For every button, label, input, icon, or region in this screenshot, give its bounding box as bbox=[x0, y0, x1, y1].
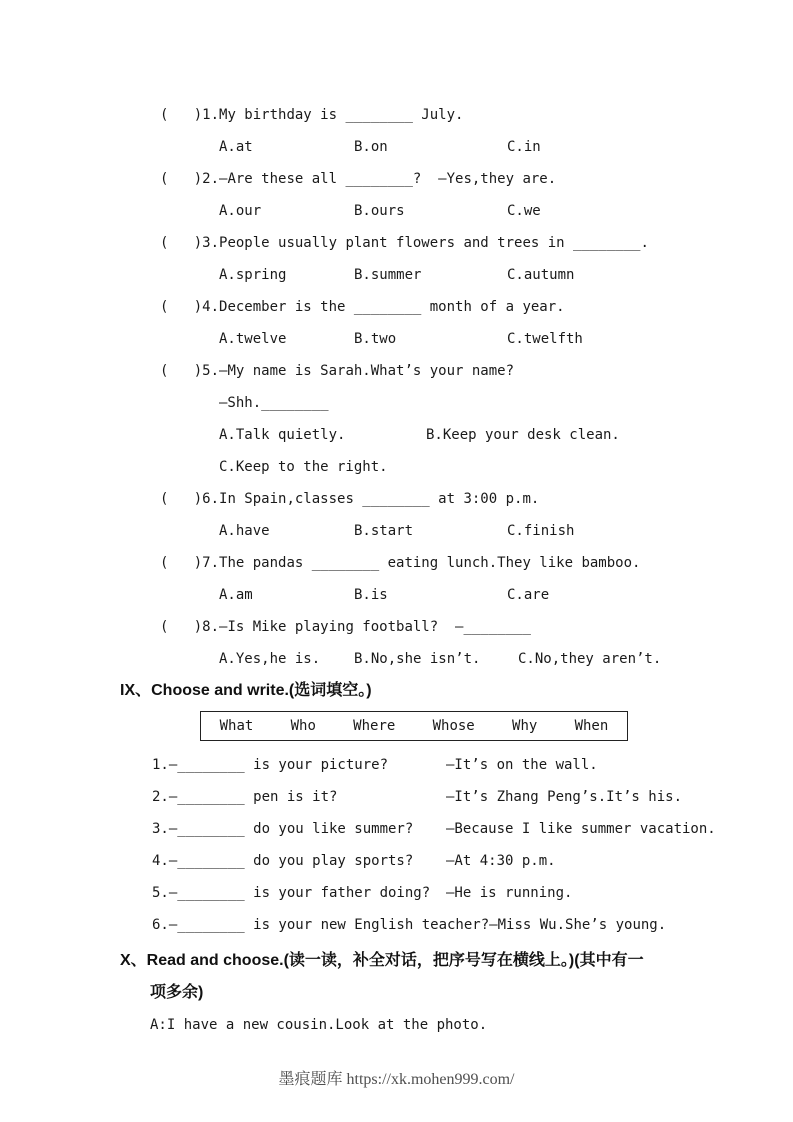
option-c: C.Keep to the right. bbox=[219, 459, 388, 475]
option-b: B.start bbox=[354, 523, 414, 539]
option-c: C.we bbox=[507, 203, 541, 219]
option-a: A.have bbox=[219, 523, 270, 539]
option-a: A.spring bbox=[219, 267, 287, 283]
fill-in-item-6 bbox=[152, 909, 793, 941]
mc-question-2-options-row bbox=[160, 195, 793, 227]
mc-question-8-stem-row bbox=[160, 611, 793, 643]
fill-in-answer: —Miss Wu.She’s young. bbox=[489, 917, 667, 933]
word-bank-item: Where bbox=[353, 718, 396, 734]
mc-question-1-stem-row bbox=[160, 99, 793, 131]
option-b: B.is bbox=[354, 587, 388, 603]
fill-in-item-2 bbox=[152, 781, 793, 813]
word-bank-item: What bbox=[219, 718, 254, 734]
answer-bracket: ( )7. bbox=[160, 555, 220, 571]
mc-question-5-stem-row bbox=[160, 355, 793, 387]
section-x-heading-line-2 bbox=[150, 977, 793, 1009]
option-a: A.at bbox=[219, 139, 253, 155]
mc-question-6-options-row bbox=[160, 515, 793, 547]
fill-in-question: 3.—________ do you like summer? bbox=[152, 821, 414, 837]
option-a: A.our bbox=[219, 203, 262, 219]
fill-in-answer: —Because I like summer vacation. bbox=[446, 821, 716, 837]
section-x-heading-text: X、Read and choose.(读一读，补全对话，把序号写在横线上。)(其中有一 bbox=[120, 952, 644, 969]
option-a: A.Yes,he is. bbox=[219, 651, 321, 667]
fill-in-item-5 bbox=[152, 877, 793, 909]
option-c: C.twelfth bbox=[507, 331, 583, 347]
mc-question-5-options-row-2 bbox=[160, 451, 793, 483]
dialog-text: A:I have a new cousin.Look at the photo. bbox=[150, 1017, 488, 1033]
mc-question-5-options-row-1 bbox=[160, 419, 793, 451]
mc-question-7-options-row bbox=[160, 579, 793, 611]
fill-in-answer: —It’s on the wall. bbox=[446, 757, 598, 773]
answer-bracket: ( )1. bbox=[160, 107, 220, 123]
fill-in-answer: —He is running. bbox=[446, 885, 573, 901]
fill-in-item-3 bbox=[152, 813, 793, 845]
fill-in-item-4 bbox=[152, 845, 793, 877]
option-a: A.am bbox=[219, 587, 253, 603]
word-bank-box bbox=[200, 711, 628, 741]
mc-question-4-stem-row bbox=[160, 291, 793, 323]
word-bank-item: Why bbox=[512, 718, 538, 734]
fill-in-item-1 bbox=[152, 749, 793, 781]
fill-in-question: 2.—________ pen is it? bbox=[152, 789, 338, 805]
question-stem: —Are these all ________? —Yes,they are. bbox=[219, 171, 557, 187]
word-bank-item: Who bbox=[290, 718, 316, 734]
mc-question-7-stem-row bbox=[160, 547, 793, 579]
answer-bracket: ( )6. bbox=[160, 491, 220, 507]
mc-question-6-stem-row bbox=[160, 483, 793, 515]
word-bank-item: When bbox=[574, 718, 609, 734]
answer-bracket: ( )2. bbox=[160, 171, 220, 187]
question-stem: —My name is Sarah.What’s your name? bbox=[219, 363, 515, 379]
section-x-heading-line-1 bbox=[120, 945, 793, 977]
fill-in-section bbox=[152, 749, 793, 941]
question-stem: —Is Mike playing football? —________ bbox=[219, 619, 531, 635]
option-c: C.finish bbox=[507, 523, 575, 539]
word-bank-item: Whose bbox=[432, 718, 475, 734]
option-b: B.on bbox=[354, 139, 388, 155]
mc-question-1-options-row bbox=[160, 131, 793, 163]
answer-bracket: ( )4. bbox=[160, 299, 220, 315]
mc-question-5-stem-row-2 bbox=[160, 387, 793, 419]
multiple-choice-section bbox=[160, 0, 793, 675]
fill-in-question: 5.—________ is your father doing? bbox=[152, 885, 431, 901]
answer-bracket: ( )8. bbox=[160, 619, 220, 635]
question-stem: My birthday is ________ July. bbox=[219, 107, 464, 123]
option-b: B.two bbox=[354, 331, 397, 347]
fill-in-answer: —At 4:30 p.m. bbox=[446, 853, 556, 869]
question-stem: In Spain,classes ________ at 3:00 p.m. bbox=[219, 491, 540, 507]
fill-in-question: 1.—________ is your picture? bbox=[152, 757, 389, 773]
question-stem: People usually plant flowers and trees in ________. bbox=[219, 235, 649, 251]
section-x-heading-text: 项多余) bbox=[150, 984, 204, 1001]
section-ix-heading-text: IX、Choose and write.(选词填空。) bbox=[120, 682, 372, 699]
mc-question-2-stem-row bbox=[160, 163, 793, 195]
option-b: B.ours bbox=[354, 203, 405, 219]
question-stem: The pandas ________ eating lunch.They like bamboo. bbox=[219, 555, 641, 571]
mc-question-8-options-row bbox=[160, 643, 793, 675]
option-c: C.are bbox=[507, 587, 550, 603]
option-b: B.No,she isn’t. bbox=[354, 651, 481, 667]
fill-in-answer: —It’s Zhang Peng’s.It’s his. bbox=[446, 789, 683, 805]
option-c: C.No,they aren’t. bbox=[518, 651, 662, 667]
question-stem: December is the ________ month of a year. bbox=[219, 299, 565, 315]
fill-in-question: 6.—________ is your new English teacher? bbox=[152, 917, 490, 933]
section-ix-heading bbox=[120, 675, 793, 707]
mc-question-4-options-row bbox=[160, 323, 793, 355]
option-a: A.Talk quietly. bbox=[219, 427, 346, 443]
option-c: C.autumn bbox=[507, 267, 575, 283]
option-b: B.summer bbox=[354, 267, 422, 283]
option-c: C.in bbox=[507, 139, 541, 155]
fill-in-question: 4.—________ do you play sports? bbox=[152, 853, 414, 869]
mc-question-3-options-row bbox=[160, 259, 793, 291]
footer-watermark: 墨痕题库 https://xk.mohen999.com/ bbox=[278, 1071, 515, 1088]
answer-bracket: ( )5. bbox=[160, 363, 220, 379]
option-a: A.twelve bbox=[219, 331, 287, 347]
question-stem: —Shh.________ bbox=[219, 395, 329, 411]
option-b: B.Keep your desk clean. bbox=[426, 427, 620, 443]
mc-question-3-stem-row bbox=[160, 227, 793, 259]
answer-bracket: ( )3. bbox=[160, 235, 220, 251]
dialog-line-a bbox=[150, 1009, 793, 1041]
